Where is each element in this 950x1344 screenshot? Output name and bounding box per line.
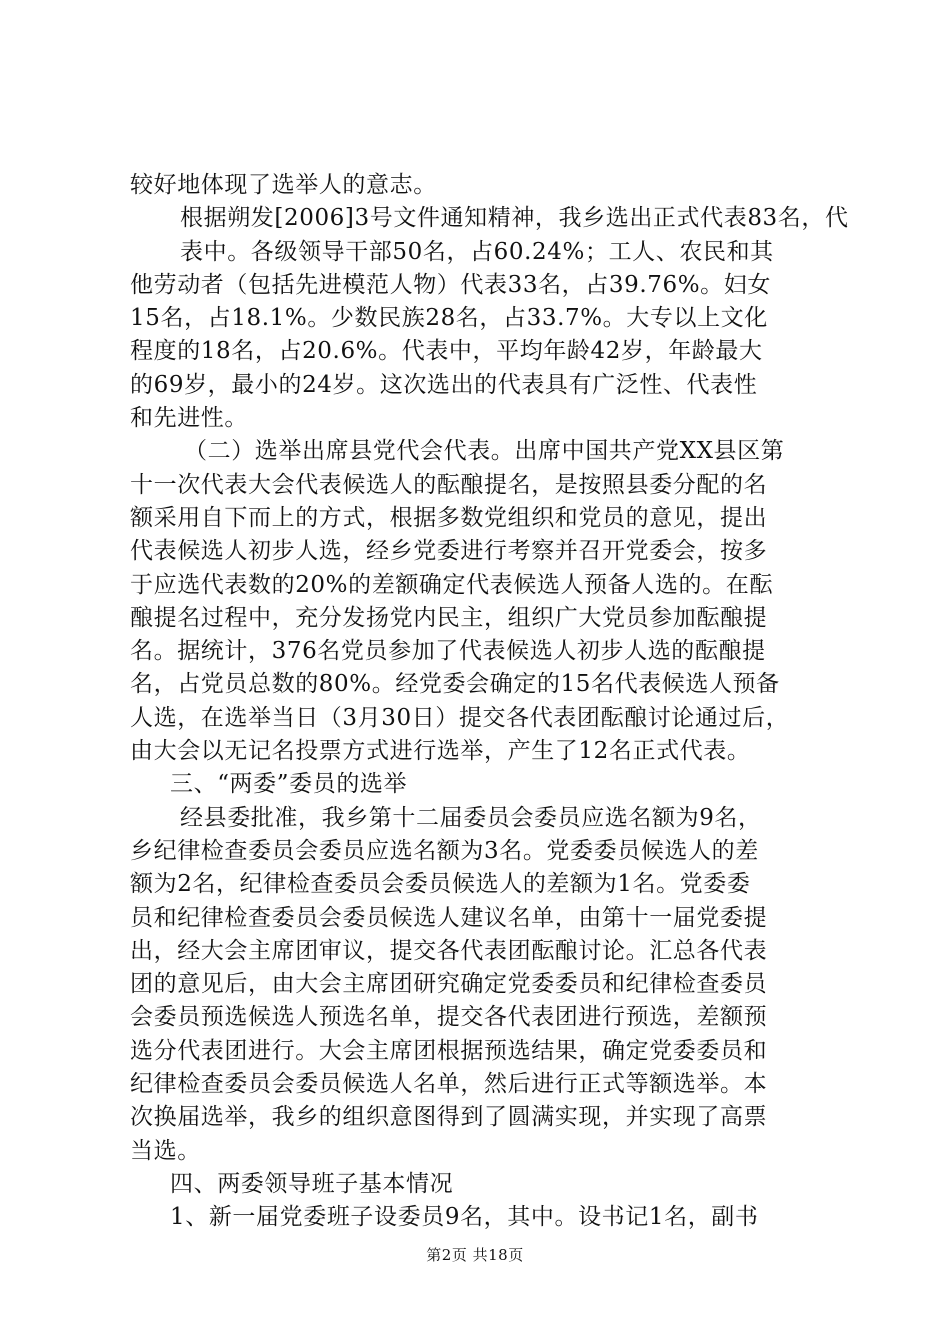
text-line: 名，占党员总数的80%。经党委会确定的15名代表候选人预备 — [130, 671, 780, 698]
text-line: 经县委批准，我乡第十二届委员会委员应选名额为9名， — [180, 804, 762, 831]
text-line: 会委员预选候选人预选名单，提交各代表团进行预选，差额预 — [130, 1004, 768, 1031]
text-line: 人选，在选举当日（3月30日）提交各代表团酝酿讨论通过后， — [130, 704, 790, 731]
text-line: 15名，占18.1%。少数民族28名，占33.7%。大专以上文化 — [130, 305, 768, 332]
text-line: 于应选代表数的20%的差额确定代表候选人预备人选的。在酝 — [130, 571, 773, 598]
page-number: 第2页 共18页 — [426, 1246, 524, 1264]
text-line: 和先进性。 — [130, 405, 248, 432]
text-line: 表中。各级领导干部50名，占60.24%；工人、农民和其 — [180, 238, 774, 265]
text-line: 出，经大会主席团审议，提交各代表团酝酿讨论。汇总各代表 — [130, 937, 768, 964]
text-line: 他劳动者（包括先进模范人物）代表33名，占39.76%。妇女 — [130, 271, 771, 298]
text-line: 酿提名过程中，充分发扬党内民主，组织广大党员参加酝酿提 — [130, 604, 768, 631]
text-line: 选分代表团进行。大会主席团根据预选结果，确定党委委员和 — [130, 1037, 768, 1064]
section-heading: 四、两委领导班子基本情况 — [170, 1170, 454, 1197]
text-line: 当选。 — [130, 1137, 201, 1164]
text-line: 的69岁，最小的24岁。这次选出的代表具有广泛性、代表性 — [130, 371, 758, 398]
text-line: 次换届选举，我乡的组织意图得到了圆满实现，并实现了高票 — [130, 1104, 768, 1131]
text-line: 乡纪律检查委员会委员应选名额为3名。党委委员候选人的差 — [130, 837, 759, 864]
document-body — [130, 169, 849, 1235]
text-line: 员和纪律检查委员会委员候选人建议名单，由第十一届党委提 — [130, 904, 768, 931]
text-line: 纪律检查委员会委员候选人名单，然后进行正式等额选举。本 — [130, 1071, 768, 1098]
text-line: 程度的18名，占20.6%。代表中，平均年龄42岁，年龄最大 — [130, 338, 763, 365]
section-heading: 三、“两委”委员的选举 — [170, 771, 408, 798]
text-line: 较好地体现了选举人的意志。 — [130, 172, 437, 198]
text-line: 根据朔发[2006]3号文件通知精神，我乡选出正式代表83名，代 — [180, 205, 849, 232]
text-line: （二）选举出席县党代会代表。出席中国共产党XX县区第 — [184, 438, 785, 465]
text-line: 额采用自下而上的方式，根据多数党组织和党员的意见，提出 — [130, 504, 768, 531]
text-line: 由大会以无记名投票方式进行选举，产生了12名正式代表。 — [130, 738, 751, 765]
text-line: 团的意见后，由大会主席团研究确定党委委员和纪律检查委员 — [130, 971, 768, 998]
text-line: 代表候选人初步人选，经乡党委进行考察并召开党委会，按多 — [130, 538, 768, 565]
text-line: 十一次代表大会代表候选人的酝酿提名，是按照县委分配的名 — [130, 471, 768, 498]
text-line: 额为2名，纪律检查委员会委员候选人的差额为1名。党委委 — [130, 871, 751, 898]
text-line: 1、新一届党委班子设委员9名，其中。设书记1名，副书 — [170, 1204, 759, 1231]
text-line: 名。据统计，376名党员参加了代表候选人初步人选的酝酿提 — [130, 638, 766, 665]
